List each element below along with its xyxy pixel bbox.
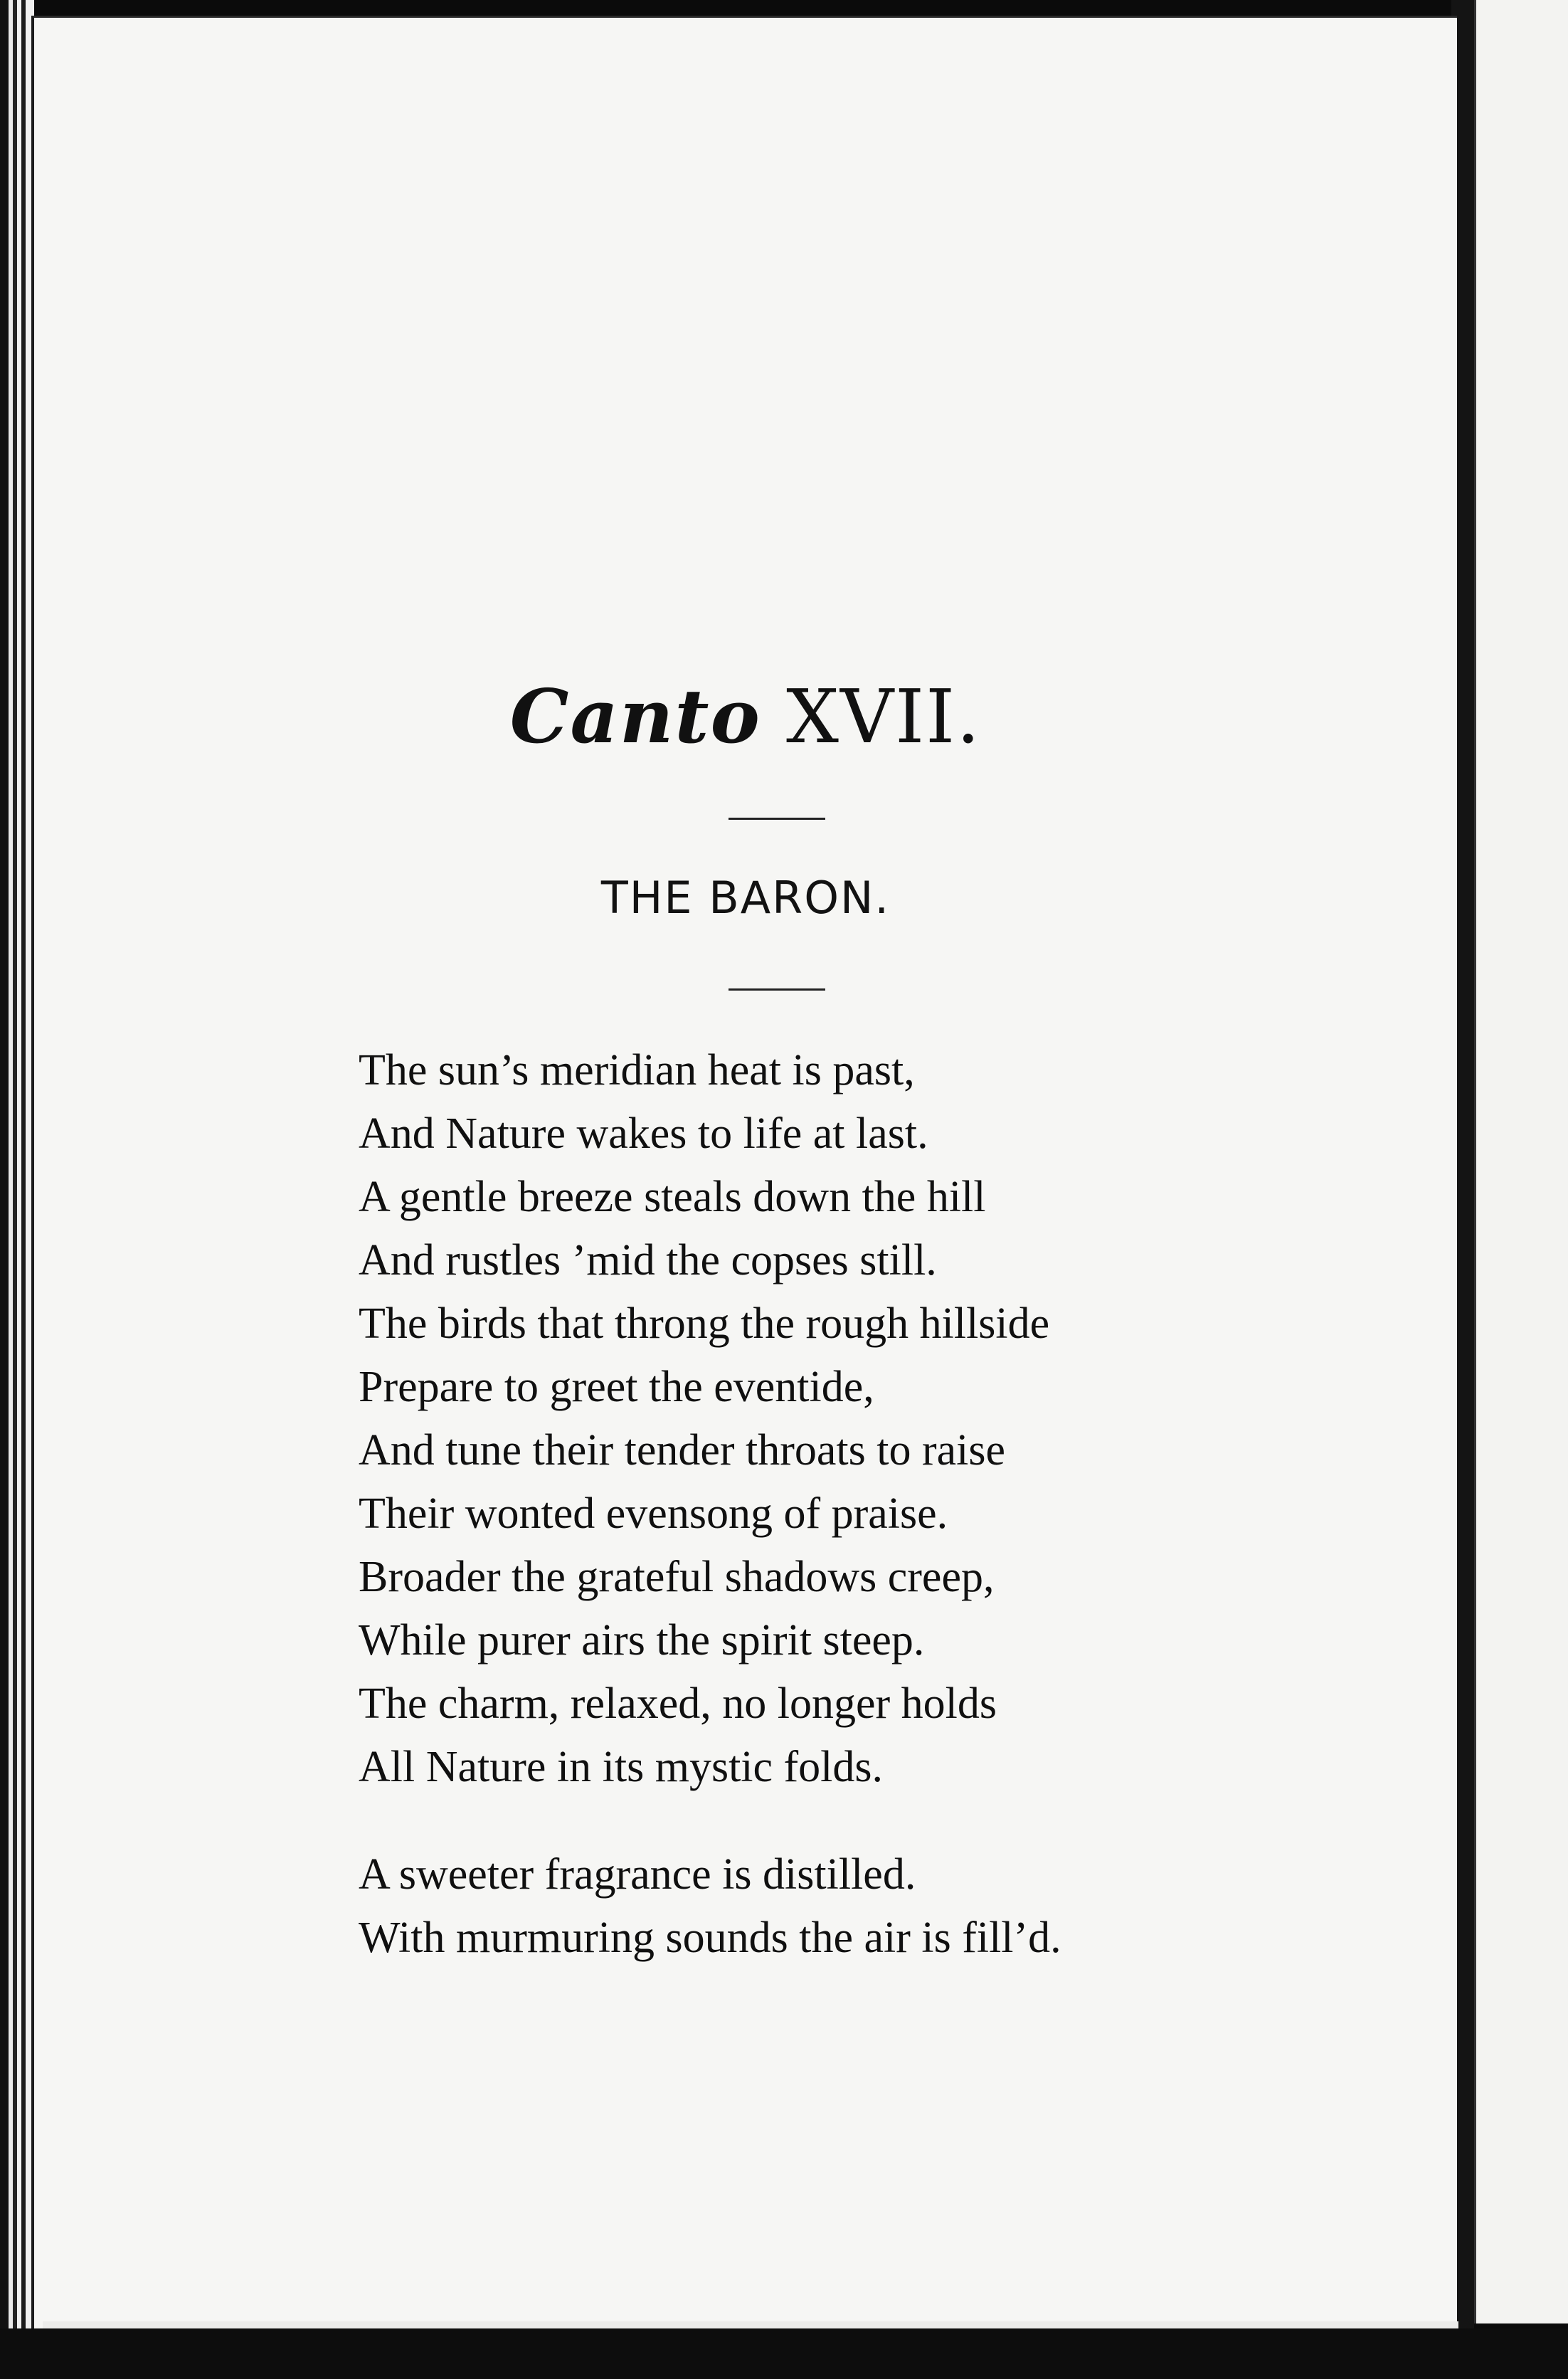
- verse-line: While purer airs the spirit steep.: [359, 1616, 925, 1665]
- verse-line: All Nature in its mystic folds.: [359, 1743, 884, 1791]
- verse-line: Their wonted evensong of praise.: [359, 1489, 948, 1538]
- canto-word: Canto: [509, 672, 761, 760]
- verse-line: The sun’s meridian heat is past,: [359, 1046, 915, 1094]
- book-page: [31, 16, 1457, 2331]
- canto-heading: [34, 672, 1457, 760]
- divider-rule-bottom: [729, 988, 825, 991]
- verse-line: With murmuring sounds the air is fill’d.: [359, 1914, 1061, 1962]
- stanza-1: [359, 1039, 1049, 1799]
- verse-line: And Nature wakes to life at last.: [359, 1109, 928, 1158]
- verse-line: A gentle breeze steals down the hill: [359, 1173, 986, 1221]
- verse-line: The birds that throng the rough hillside: [359, 1299, 1050, 1348]
- book-binding-edge: [0, 0, 34, 2379]
- adjacent-page-edge: [1474, 0, 1568, 2323]
- verse-line: And rustles ’mid the copses still.: [359, 1236, 937, 1285]
- verse-line: A sweeter fragrance is distilled.: [359, 1850, 916, 1899]
- section-title: THE BARON.: [600, 872, 891, 924]
- verse-line: Prepare to greet the eventide,: [359, 1363, 874, 1411]
- stanza-2: [359, 1843, 1061, 1970]
- scan-bottom-border: [0, 2328, 1568, 2379]
- verse-line: Broader the grateful shadows creep,: [359, 1553, 995, 1601]
- verse-line: The charm, relaxed, no longer holds: [359, 1679, 997, 1728]
- canto-number: XVII.: [785, 673, 982, 760]
- divider-rule-top: [729, 818, 825, 820]
- verse-line: And tune their tender throats to raise: [359, 1426, 1006, 1475]
